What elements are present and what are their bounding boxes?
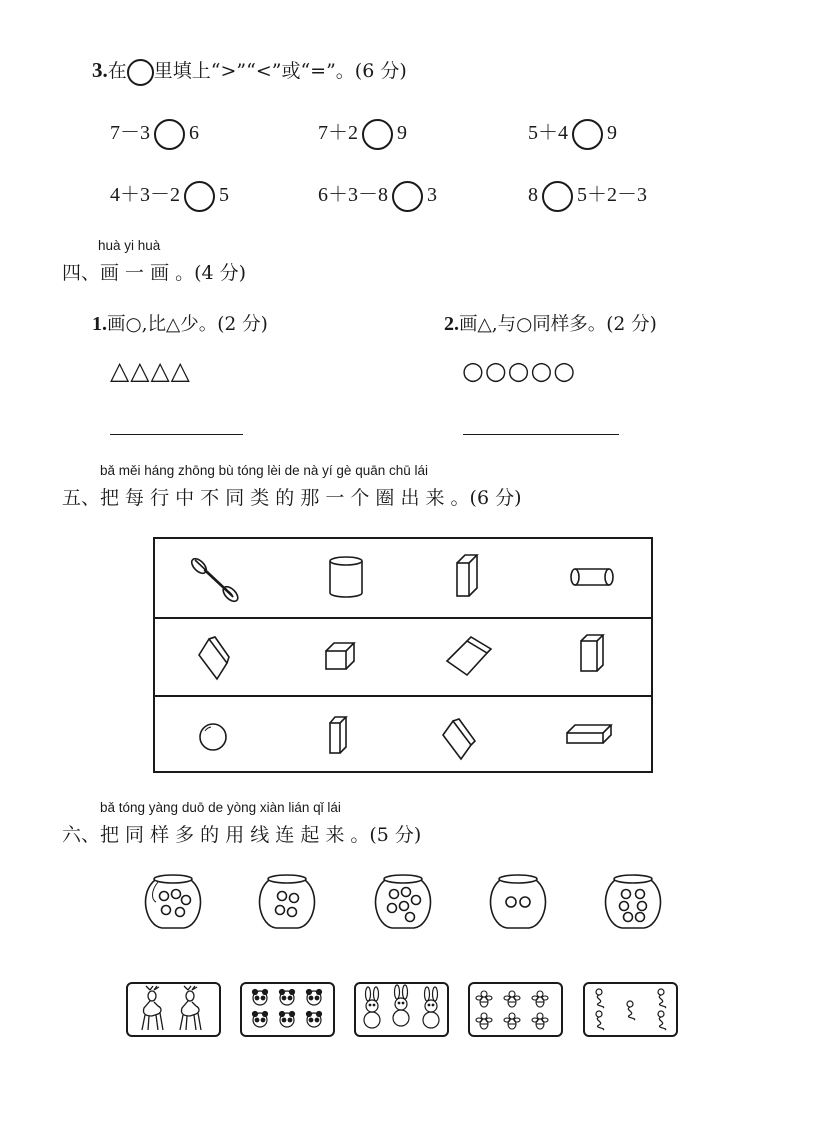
snake-icon: [596, 1011, 604, 1030]
section6-pinyin: bǎ tóng yàng duō de yòng xiàn lián qǐ lái: [100, 800, 341, 815]
bowl-5-icon[interactable]: [602, 870, 664, 932]
section3-title: 3.在 里填上“>”“<”或“=”。(6 分): [92, 56, 407, 86]
cuboid-flat-icon[interactable]: [529, 697, 653, 775]
cylinder-lying-icon[interactable]: [529, 539, 653, 617]
shape-row-1: [155, 539, 651, 617]
card-snake[interactable]: [583, 982, 678, 1037]
snake-icon: [658, 1011, 666, 1030]
bee-icon: [532, 991, 548, 1007]
bowl-4-icon[interactable]: [487, 870, 549, 932]
answer-circle-6[interactable]: [542, 181, 573, 212]
equation-1: 7－3 6: [110, 116, 199, 150]
answer-line-2[interactable]: [463, 434, 619, 435]
section5-title: 五、把 每 行 中 不 同 类 的 那 一 个 圈 出 来 。(6 分): [62, 487, 522, 509]
answer-circle-5[interactable]: [392, 181, 423, 212]
snake-icon: [658, 989, 666, 1008]
panda-icon: [280, 1012, 295, 1028]
cube-tilted-flat-icon[interactable]: [405, 619, 529, 697]
answer-circle-3[interactable]: [572, 119, 603, 150]
equation-4: 4＋3－2 5: [110, 178, 229, 212]
shape-row-2: [155, 617, 651, 697]
section3-number: 3.: [92, 58, 108, 82]
bee-icon: [532, 1013, 548, 1029]
blank-circle-example: [127, 59, 154, 86]
panda-icon: [253, 1012, 268, 1028]
rabbit-icon: [393, 985, 409, 1026]
panda-icon: [307, 1012, 322, 1028]
shape-table: [153, 537, 653, 773]
equation-6: 8 5＋2－3: [528, 178, 647, 212]
equation-2: 7＋2 9: [318, 116, 407, 150]
bee-icon: [476, 1013, 492, 1029]
section6-title: 六、把 同 样 多 的 用 线 连 起 来 。(5 分): [62, 824, 422, 846]
bee-icon: [476, 991, 492, 1007]
deer-icon: [142, 986, 163, 1030]
triangle-row: △△△△: [110, 356, 191, 385]
panda-icon: [253, 990, 268, 1006]
circle-row: ○○○○○: [462, 356, 577, 385]
snake-icon: [627, 1001, 635, 1020]
card-panda[interactable]: [240, 982, 335, 1037]
answer-circle-2[interactable]: [362, 119, 393, 150]
card-rabbit[interactable]: [354, 982, 449, 1037]
bee-icon: [504, 991, 520, 1007]
bee-icon: [504, 1013, 520, 1029]
panda-icon: [307, 990, 322, 1006]
bowl-1-icon[interactable]: [142, 870, 204, 932]
equation-5: 6＋3－8 3: [318, 178, 437, 212]
answer-circle-4[interactable]: [184, 181, 215, 212]
bowl-3-icon[interactable]: [372, 870, 434, 932]
section4-q1: 1.画○,比△少。(2 分): [92, 313, 268, 335]
cylinder-tilted-icon[interactable]: [155, 539, 279, 617]
answer-line-1[interactable]: [110, 434, 243, 435]
section5-pinyin: bǎ měi háng zhōng bù tóng lèi de nà yí gè quān chū lái: [100, 463, 428, 478]
shape-row-3: [155, 695, 651, 775]
card-bee[interactable]: [468, 982, 563, 1037]
cuboid-tilted-icon[interactable]: [405, 697, 529, 775]
cuboid-tall-icon[interactable]: [405, 539, 529, 617]
section4-title: 四、画 一 画 。(4 分): [62, 262, 247, 284]
equation-3: 5＋4 9: [528, 116, 617, 150]
bowl-2-icon[interactable]: [256, 870, 318, 932]
cuboid-tall-icon-2[interactable]: [529, 619, 653, 697]
card-deer[interactable]: [126, 982, 221, 1037]
cylinder-upright-icon[interactable]: [280, 539, 404, 617]
deer-icon: [180, 986, 201, 1030]
cube-tilted-icon[interactable]: [155, 619, 279, 697]
answer-circle-1[interactable]: [154, 119, 185, 150]
sphere-icon[interactable]: [155, 697, 279, 775]
cube-icon[interactable]: [280, 619, 404, 697]
rabbit-icon: [423, 987, 439, 1028]
snake-icon: [596, 989, 604, 1008]
section4-pinyin: huà yi huà: [98, 238, 161, 253]
cuboid-tall-icon-3[interactable]: [280, 697, 404, 775]
section4-q2: 2.画△,与○同样多。(2 分): [444, 313, 657, 335]
rabbit-icon: [364, 987, 380, 1028]
panda-icon: [280, 990, 295, 1006]
